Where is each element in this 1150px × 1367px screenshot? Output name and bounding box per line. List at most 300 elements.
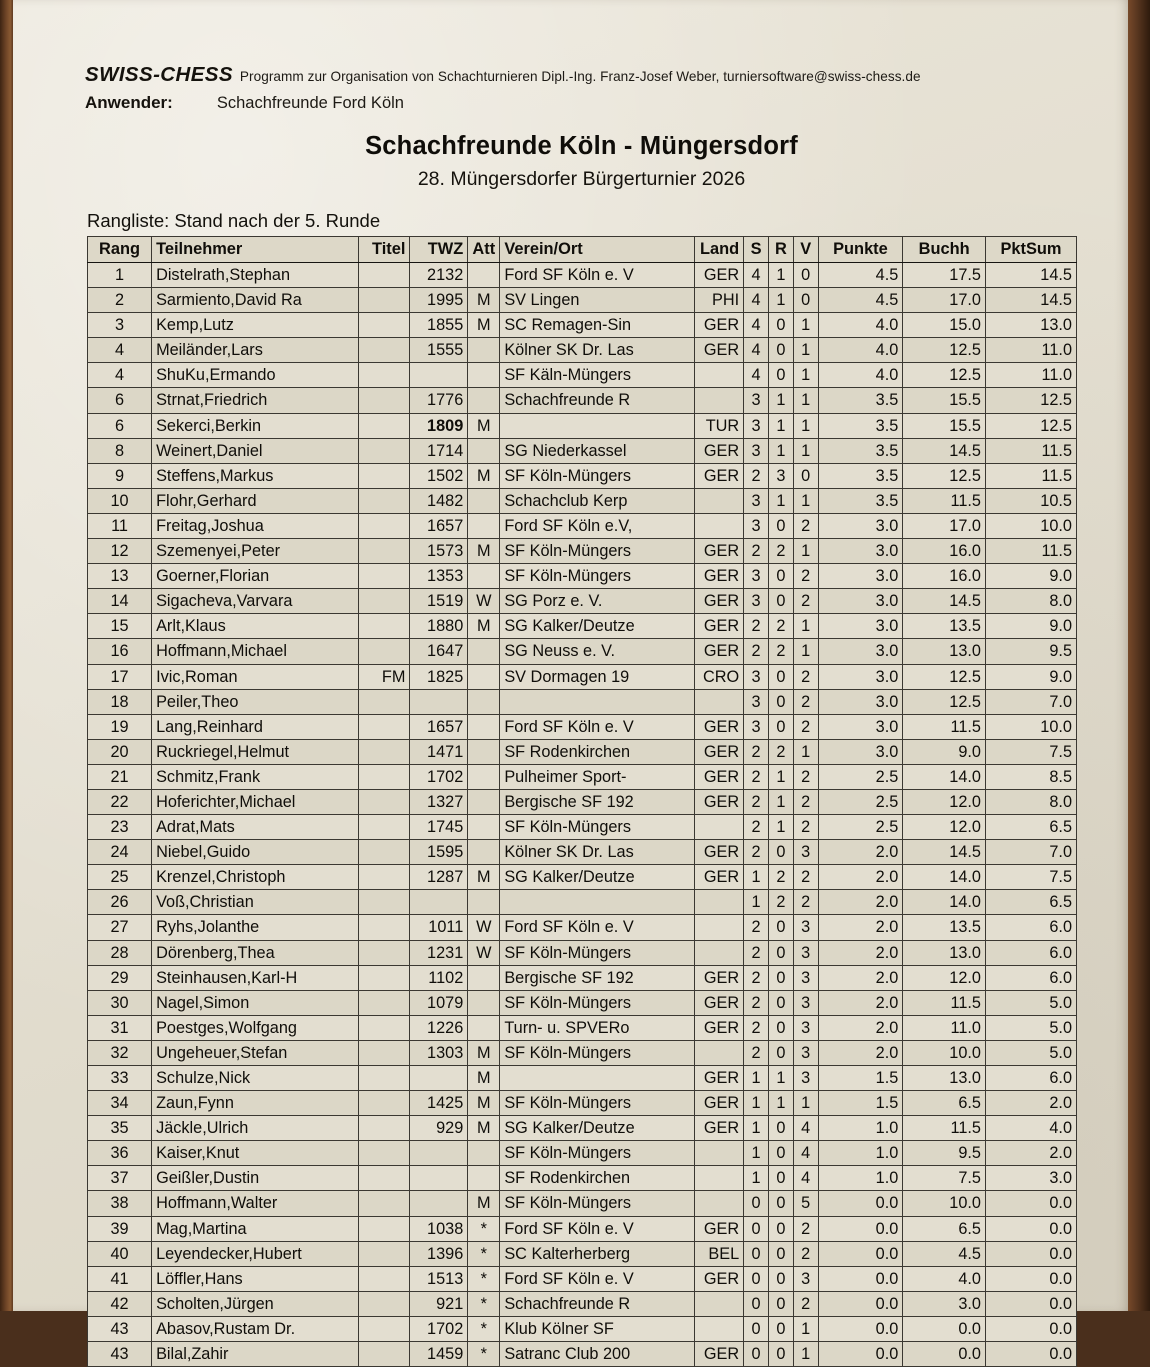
table-row[interactable] [88, 338, 1077, 363]
table-row[interactable] [88, 1241, 1077, 1266]
cell-teilnehmer: Mag,Martina [152, 1216, 359, 1241]
cell-twz: 1471 [410, 739, 468, 764]
cell-titel [358, 940, 410, 965]
cell-remis: 0 [768, 1015, 793, 1040]
cell-siege: 1 [744, 890, 769, 915]
cell-verluste: 2 [793, 689, 818, 714]
cell-teilnehmer: Hoffmann,Walter [152, 1191, 359, 1216]
cell-titel [358, 463, 410, 488]
cell-rang: 39 [88, 1216, 152, 1241]
cell-att: M [468, 313, 500, 338]
cell-titel [358, 815, 410, 840]
cell-punkte: 3.0 [818, 689, 903, 714]
table-row[interactable] [88, 313, 1077, 338]
cell-verluste: 1 [793, 488, 818, 513]
column-header-twz[interactable]: TWZ [410, 237, 468, 263]
table-header [88, 237, 1077, 263]
cell-pktsum: 7.0 [985, 840, 1076, 865]
table-row[interactable] [88, 1015, 1077, 1040]
table-row[interactable] [88, 1091, 1077, 1116]
cell-verein [500, 413, 694, 438]
cell-punkte: 0.0 [818, 1191, 903, 1216]
cell-pktsum: 0.0 [985, 1266, 1076, 1291]
cell-siege: 0 [744, 1241, 769, 1266]
table-row[interactable] [88, 1141, 1077, 1166]
cell-remis: 1 [768, 1066, 793, 1091]
cell-siege: 0 [744, 1316, 769, 1341]
cell-att [468, 438, 500, 463]
table-row[interactable] [88, 940, 1077, 965]
cell-twz: 1425 [410, 1091, 468, 1116]
cell-punkte: 3.0 [818, 614, 903, 639]
cell-land: GER [694, 539, 744, 564]
cell-buchholz: 14.5 [903, 438, 986, 463]
cell-rang: 43 [88, 1342, 152, 1367]
table-row[interactable] [88, 1066, 1077, 1091]
cell-twz: 1513 [410, 1266, 468, 1291]
cell-pktsum: 7.5 [985, 739, 1076, 764]
table-row[interactable] [88, 363, 1077, 388]
cell-att [468, 890, 500, 915]
cell-teilnehmer: Hoffmann,Michael [152, 639, 359, 664]
cell-twz: 1657 [410, 513, 468, 538]
cell-verluste: 1 [793, 413, 818, 438]
cell-punkte: 1.0 [818, 1116, 903, 1141]
cell-twz: 1702 [410, 764, 468, 789]
cell-pktsum: 5.0 [985, 1040, 1076, 1065]
cell-teilnehmer: Distelrath,Stephan [152, 263, 359, 288]
desk-edge-right [1128, 0, 1150, 1311]
cell-twz: 929 [410, 1116, 468, 1141]
cell-pktsum: 0.0 [985, 1291, 1076, 1316]
cell-buchholz: 12.0 [903, 965, 986, 990]
cell-titel [358, 689, 410, 714]
cell-verein: Ford SF Köln e. V [500, 263, 694, 288]
cell-punkte: 4.0 [818, 338, 903, 363]
cell-pktsum: 8.0 [985, 789, 1076, 814]
cell-siege: 4 [744, 263, 769, 288]
cell-titel [358, 413, 410, 438]
cell-siege: 3 [744, 714, 769, 739]
table-row[interactable] [88, 1116, 1077, 1141]
cell-rang: 38 [88, 1191, 152, 1216]
cell-buchholz: 12.0 [903, 789, 986, 814]
cell-verluste: 1 [793, 388, 818, 413]
cell-remis: 1 [768, 388, 793, 413]
cell-buchholz: 14.0 [903, 764, 986, 789]
cell-land [694, 1166, 744, 1191]
table-row[interactable] [88, 413, 1077, 438]
cell-pktsum: 6.5 [985, 890, 1076, 915]
cell-land: CRO [694, 664, 744, 689]
cell-punkte: 1.5 [818, 1066, 903, 1091]
column-header-remis[interactable]: R [768, 237, 793, 263]
table-row[interactable] [88, 564, 1077, 589]
cell-titel [358, 890, 410, 915]
cell-twz: 1226 [410, 1015, 468, 1040]
cell-buchholz: 10.0 [903, 1040, 986, 1065]
cell-verein: Ford SF Köln e. V [500, 915, 694, 940]
cell-twz: 1502 [410, 463, 468, 488]
cell-rang: 26 [88, 890, 152, 915]
column-header-teilnehmer[interactable]: Teilnehmer [152, 237, 359, 263]
cell-titel [358, 1066, 410, 1091]
rankings-table-wrapper [87, 236, 1077, 1367]
cell-titel [358, 438, 410, 463]
table-row[interactable] [88, 488, 1077, 513]
cell-pktsum: 14.5 [985, 263, 1076, 288]
cell-land: GER [694, 614, 744, 639]
cell-verluste: 2 [793, 513, 818, 538]
cell-twz: 1459 [410, 1342, 468, 1367]
cell-siege: 3 [744, 664, 769, 689]
cell-att: W [468, 589, 500, 614]
column-header-titel[interactable]: Titel [358, 237, 410, 263]
cell-titel [358, 1316, 410, 1341]
rankings-table [87, 236, 1077, 1367]
cell-teilnehmer: Zaun,Fynn [152, 1091, 359, 1116]
cell-remis: 1 [768, 288, 793, 313]
cell-verluste: 0 [793, 263, 818, 288]
cell-att [468, 388, 500, 413]
cell-buchholz: 15.5 [903, 388, 986, 413]
table-row[interactable] [88, 840, 1077, 865]
cell-titel [358, 564, 410, 589]
cell-pktsum: 4.0 [985, 1116, 1076, 1141]
cell-remis: 1 [768, 438, 793, 463]
tournament-title-block [13, 132, 1128, 191]
cell-pktsum: 0.0 [985, 1241, 1076, 1266]
cell-remis: 0 [768, 1291, 793, 1316]
cell-remis: 0 [768, 1342, 793, 1367]
cell-verein: SV Lingen [500, 288, 694, 313]
cell-buchholz: 14.0 [903, 865, 986, 890]
cell-att: M [468, 539, 500, 564]
cell-verein [500, 1066, 694, 1091]
cell-punkte: 4.0 [818, 313, 903, 338]
cell-pktsum: 11.5 [985, 438, 1076, 463]
software-header-line [85, 64, 1085, 86]
cell-pktsum: 5.0 [985, 990, 1076, 1015]
table-row[interactable] [88, 1342, 1077, 1367]
cell-remis: 0 [768, 1216, 793, 1241]
cell-buchholz: 17.0 [903, 288, 986, 313]
cell-remis: 2 [768, 539, 793, 564]
cell-land: GER [694, 1116, 744, 1141]
cell-pktsum: 11.0 [985, 338, 1076, 363]
cell-land: GER [694, 1066, 744, 1091]
cell-verein: SF Köln-Müngers [500, 990, 694, 1015]
cell-att [468, 990, 500, 1015]
cell-titel [358, 840, 410, 865]
cell-rang: 14 [88, 589, 152, 614]
column-header-rang[interactable]: Rang [88, 237, 152, 263]
cell-titel [358, 488, 410, 513]
cell-buchholz: 12.5 [903, 363, 986, 388]
cell-teilnehmer: Sigacheva,Varvara [152, 589, 359, 614]
table-row[interactable] [88, 965, 1077, 990]
cell-verein: Kölner SK Dr. Las [500, 840, 694, 865]
cell-remis: 0 [768, 1191, 793, 1216]
cell-teilnehmer: Weinert,Daniel [152, 438, 359, 463]
table-row[interactable] [88, 1316, 1077, 1341]
cell-twz: 1647 [410, 639, 468, 664]
cell-buchholz: 6.5 [903, 1216, 986, 1241]
cell-buchholz: 9.5 [903, 1141, 986, 1166]
table-row[interactable] [88, 890, 1077, 915]
cell-titel [358, 639, 410, 664]
cell-verluste: 2 [793, 589, 818, 614]
cell-land: GER [694, 1216, 744, 1241]
cell-rang: 4 [88, 363, 152, 388]
cell-verluste: 2 [793, 789, 818, 814]
column-header-att[interactable]: Att [468, 237, 500, 263]
cell-titel [358, 1141, 410, 1166]
cell-land [694, 513, 744, 538]
table-row[interactable] [88, 1191, 1077, 1216]
cell-punkte: 4.0 [818, 363, 903, 388]
cell-verluste: 3 [793, 1040, 818, 1065]
table-row[interactable] [88, 463, 1077, 488]
cell-land [694, 1141, 744, 1166]
cell-verluste: 5 [793, 1191, 818, 1216]
table-row[interactable] [88, 1216, 1077, 1241]
cell-siege: 2 [744, 990, 769, 1015]
cell-att: M [468, 1091, 500, 1116]
cell-twz [410, 1066, 468, 1091]
cell-punkte: 2.5 [818, 764, 903, 789]
table-row[interactable] [88, 263, 1077, 288]
cell-buchholz: 15.0 [903, 313, 986, 338]
table-row[interactable] [88, 764, 1077, 789]
cell-siege: 2 [744, 539, 769, 564]
cell-verluste: 2 [793, 890, 818, 915]
table-row[interactable] [88, 614, 1077, 639]
cell-siege: 1 [744, 1116, 769, 1141]
cell-pktsum: 11.5 [985, 539, 1076, 564]
cell-siege: 3 [744, 589, 769, 614]
column-header-land[interactable]: Land [694, 237, 744, 263]
cell-verein: SF Köln-Müngers [500, 815, 694, 840]
cell-pktsum: 11.0 [985, 363, 1076, 388]
cell-verein: Kölner SK Dr. Las [500, 338, 694, 363]
cell-buchholz: 13.0 [903, 1066, 986, 1091]
cell-twz: 1353 [410, 564, 468, 589]
table-row[interactable] [88, 664, 1077, 689]
table-row[interactable] [88, 388, 1077, 413]
cell-verein: SG Kalker/Deutze [500, 614, 694, 639]
cell-titel [358, 263, 410, 288]
cell-buchholz: 11.0 [903, 1015, 986, 1040]
cell-buchholz: 12.5 [903, 338, 986, 363]
cell-siege: 2 [744, 463, 769, 488]
cell-remis: 0 [768, 714, 793, 739]
cell-verein: SF Köln-Müngers [500, 940, 694, 965]
cell-titel [358, 990, 410, 1015]
cell-att [468, 1166, 500, 1191]
table-row[interactable] [88, 513, 1077, 538]
cell-buchholz: 11.5 [903, 714, 986, 739]
column-header-verein[interactable]: Verein/Ort [500, 237, 694, 263]
cell-siege: 2 [744, 639, 769, 664]
cell-siege: 1 [744, 1166, 769, 1191]
cell-twz: 1327 [410, 789, 468, 814]
cell-teilnehmer: Goerner,Florian [152, 564, 359, 589]
cell-teilnehmer: Schulze,Nick [152, 1066, 359, 1091]
cell-punkte: 2.0 [818, 840, 903, 865]
cell-titel [358, 1191, 410, 1216]
cell-verluste: 1 [793, 1342, 818, 1367]
cell-punkte: 1.0 [818, 1141, 903, 1166]
table-row[interactable] [88, 789, 1077, 814]
cell-rang: 9 [88, 463, 152, 488]
cell-rang: 30 [88, 990, 152, 1015]
cell-verein: SF Köln-Müngers [500, 539, 694, 564]
cell-rang: 18 [88, 689, 152, 714]
cell-punkte: 3.0 [818, 539, 903, 564]
column-header-buchholz[interactable]: Buchh [903, 237, 986, 263]
cell-verluste: 2 [793, 815, 818, 840]
cell-remis: 2 [768, 890, 793, 915]
table-row[interactable] [88, 990, 1077, 1015]
cell-att [468, 840, 500, 865]
page-content [13, 0, 1128, 1364]
cell-siege: 0 [744, 1266, 769, 1291]
cell-verein [500, 689, 694, 714]
cell-twz: 1079 [410, 990, 468, 1015]
table-row[interactable] [88, 1166, 1077, 1191]
cell-verluste: 1 [793, 338, 818, 363]
cell-att: W [468, 915, 500, 940]
cell-buchholz: 4.5 [903, 1241, 986, 1266]
table-row[interactable] [88, 438, 1077, 463]
cell-pktsum: 6.0 [985, 965, 1076, 990]
cell-punkte: 2.0 [818, 940, 903, 965]
cell-pktsum: 11.5 [985, 463, 1076, 488]
table-row[interactable] [88, 589, 1077, 614]
cell-verluste: 3 [793, 1266, 818, 1291]
cell-rang: 6 [88, 413, 152, 438]
cell-teilnehmer: Sarmiento,David Ra [152, 288, 359, 313]
cell-rang: 22 [88, 789, 152, 814]
table-row[interactable] [88, 1291, 1077, 1316]
cell-teilnehmer: Scholten,Jürgen [152, 1291, 359, 1316]
cell-twz: 1519 [410, 589, 468, 614]
table-row[interactable] [88, 815, 1077, 840]
cell-land [694, 815, 744, 840]
cell-buchholz: 0.0 [903, 1316, 986, 1341]
cell-pktsum: 10.5 [985, 488, 1076, 513]
cell-verein: SC Kalterherberg [500, 1241, 694, 1266]
cell-teilnehmer: ShuKu,Ermando [152, 363, 359, 388]
cell-remis: 0 [768, 1316, 793, 1341]
cell-punkte: 3.0 [818, 664, 903, 689]
cell-verluste: 1 [793, 739, 818, 764]
table-row[interactable] [88, 739, 1077, 764]
cell-att: M [468, 1116, 500, 1141]
table-row[interactable] [88, 915, 1077, 940]
cell-teilnehmer: Schmitz,Frank [152, 764, 359, 789]
cell-buchholz: 9.0 [903, 739, 986, 764]
cell-siege: 2 [744, 915, 769, 940]
cell-siege: 0 [744, 1291, 769, 1316]
cell-verein: SG Niederkassel [500, 438, 694, 463]
cell-verein: SF Käln-Müngers [500, 363, 694, 388]
cell-verluste: 4 [793, 1116, 818, 1141]
cell-punkte: 0.0 [818, 1216, 903, 1241]
cell-remis: 0 [768, 1040, 793, 1065]
cell-verein: SF Köln-Müngers [500, 1040, 694, 1065]
cell-pktsum: 8.0 [985, 589, 1076, 614]
cell-teilnehmer: Lang,Reinhard [152, 714, 359, 739]
table-row[interactable] [88, 539, 1077, 564]
table-body [88, 263, 1077, 1367]
table-row[interactable] [88, 1266, 1077, 1291]
cell-land [694, 1191, 744, 1216]
cell-punkte: 3.0 [818, 639, 903, 664]
cell-remis: 0 [768, 1266, 793, 1291]
cell-remis: 1 [768, 764, 793, 789]
column-header-pktsum[interactable]: PktSum [985, 237, 1076, 263]
column-header-punkte[interactable]: Punkte [818, 237, 903, 263]
table-row[interactable] [88, 714, 1077, 739]
table-row[interactable] [88, 865, 1077, 890]
column-header-verluste[interactable]: V [793, 237, 818, 263]
cell-titel [358, 764, 410, 789]
cell-land [694, 1316, 744, 1341]
cell-twz: 1555 [410, 338, 468, 363]
cell-pktsum: 0.0 [985, 1191, 1076, 1216]
cell-buchholz: 14.5 [903, 589, 986, 614]
cell-land: GER [694, 990, 744, 1015]
table-row[interactable] [88, 1040, 1077, 1065]
cell-punkte: 3.5 [818, 463, 903, 488]
cell-pktsum: 9.0 [985, 614, 1076, 639]
cell-att [468, 739, 500, 764]
cell-att [468, 965, 500, 990]
cell-land: GER [694, 338, 744, 363]
cell-buchholz: 10.0 [903, 1191, 986, 1216]
table-row[interactable] [88, 689, 1077, 714]
cell-pktsum: 10.0 [985, 714, 1076, 739]
cell-rang: 4 [88, 338, 152, 363]
cell-buchholz: 13.0 [903, 940, 986, 965]
cell-twz: 1038 [410, 1216, 468, 1241]
cell-verein: Ford SF Köln e. V [500, 1266, 694, 1291]
cell-verluste: 3 [793, 1066, 818, 1091]
cell-verluste: 2 [793, 564, 818, 589]
table-row[interactable] [88, 639, 1077, 664]
cell-siege: 0 [744, 1191, 769, 1216]
cell-rang: 28 [88, 940, 152, 965]
cell-remis: 0 [768, 338, 793, 363]
cell-rang: 10 [88, 488, 152, 513]
cell-att: * [468, 1266, 500, 1291]
cell-rang: 29 [88, 965, 152, 990]
column-header-siege[interactable]: S [744, 237, 769, 263]
cell-siege: 2 [744, 614, 769, 639]
cell-land: GER [694, 840, 744, 865]
cell-remis: 1 [768, 263, 793, 288]
cell-twz: 1657 [410, 714, 468, 739]
cell-punkte: 4.5 [818, 263, 903, 288]
cell-verein: Ford SF Köln e. V [500, 1216, 694, 1241]
cell-verluste: 0 [793, 288, 818, 313]
cell-remis: 0 [768, 589, 793, 614]
cell-pktsum: 6.0 [985, 915, 1076, 940]
table-row[interactable] [88, 288, 1077, 313]
cell-att: W [468, 940, 500, 965]
